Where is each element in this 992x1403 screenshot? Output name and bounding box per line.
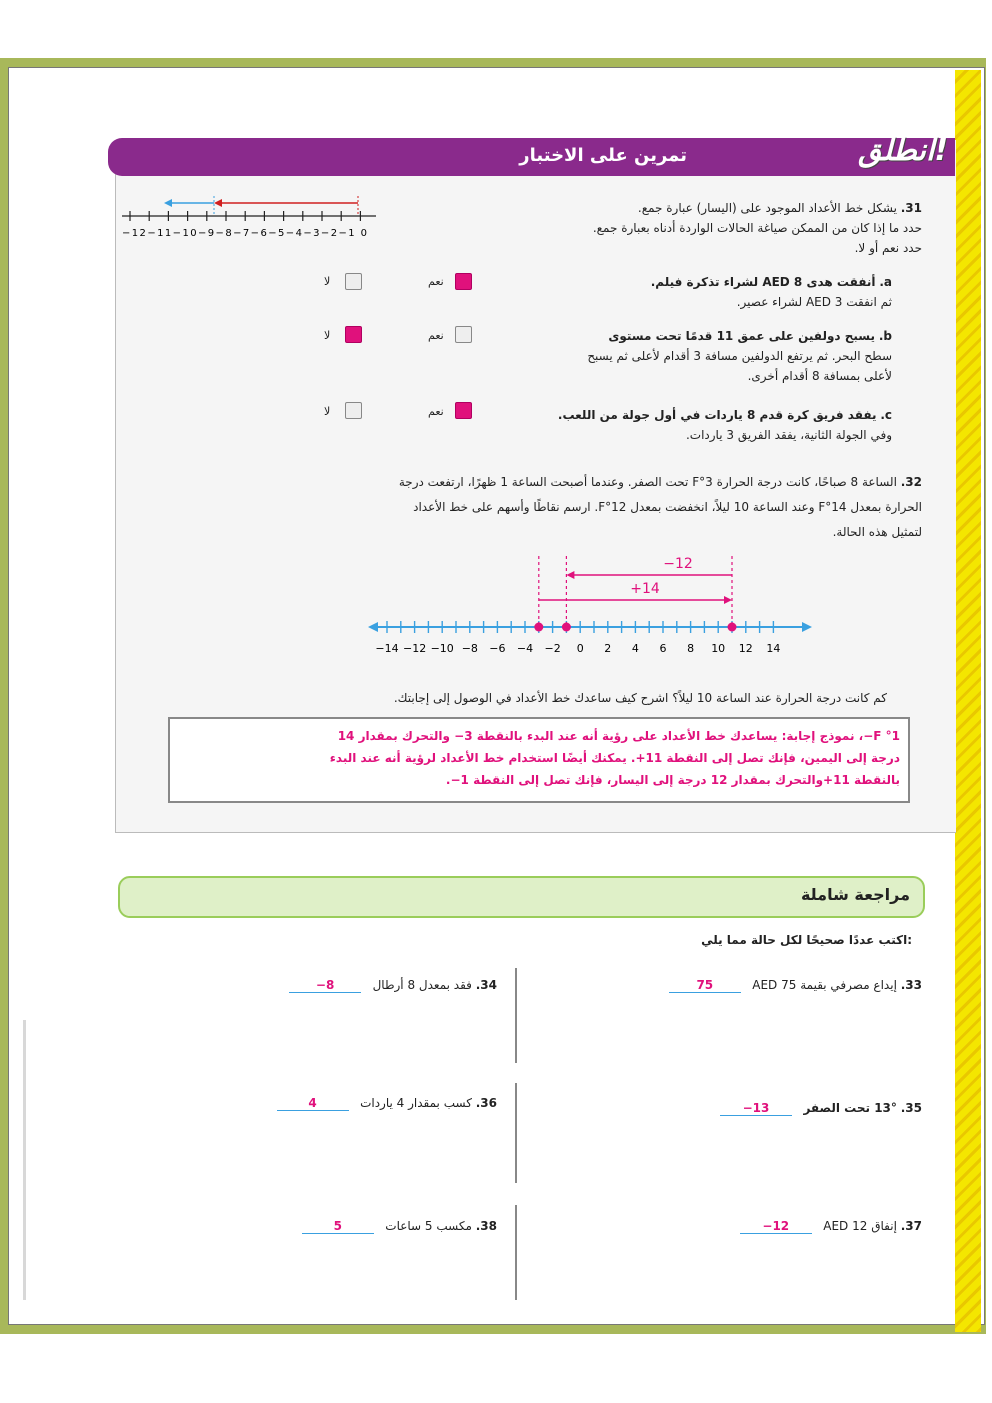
q32-answer-text <box>184 725 900 791</box>
item-35-text: 13° تحت الصفر <box>803 1101 897 1115</box>
q32-tick-label: 2 <box>604 642 612 655</box>
q31-a-yes-label: نعم <box>428 275 444 288</box>
q31-part-c-title: يفقد فريق كرة قدم 8 ياردات في أول جولة من اللعب. <box>557 408 877 422</box>
review-item-36 <box>277 1096 497 1111</box>
q32-text <box>242 470 922 545</box>
q31-intro-line1: يشكل خط الأعداد الموجود على (اليسار) عبارة جمع. <box>637 201 897 215</box>
q32-line2: الحرارة بمعدل 14°F وعند الساعة 10 ليلاً، انخفضت بمعدل 12°F. ارسم نقاطًا وأسهم على خط الأعداد <box>413 500 922 514</box>
q31-b-no-label: لا <box>324 329 331 342</box>
q31-b-yes-label: نعم <box>428 329 444 342</box>
item-33-text: إيداع مصرفي بقيمة AED 75 <box>752 978 897 992</box>
review-item-34 <box>289 978 497 993</box>
item-38-answer[interactable]: 5 <box>302 1219 374 1234</box>
q32-tick-label: −12 <box>402 642 427 655</box>
header-title: تمرين على الاختبار <box>519 145 687 166</box>
q31-c-yes-checkbox[interactable] <box>455 402 472 419</box>
item-37-answer[interactable]: −12 <box>740 1219 812 1234</box>
q31-a-no-checkbox[interactable] <box>345 273 362 290</box>
yellow-strip <box>955 70 981 1332</box>
q31-number-line <box>118 188 380 250</box>
column-divider-3 <box>515 1205 517 1300</box>
q31-part-a-letter: a. <box>879 275 892 289</box>
q31-a-no-label: لا <box>324 275 331 288</box>
q31-number: 31. <box>900 201 922 215</box>
q31-part-b-sub1: سطح البحر. ثم يرتفع الدولفين مسافة 3 أقدام لأعلى ثم يسبح <box>587 349 892 363</box>
q32-point <box>728 623 737 632</box>
q32-arrow-bottom-label: +14 <box>630 581 660 597</box>
header-logo: انطلق! <box>858 133 948 168</box>
q31-part-c-letter: c. <box>880 408 892 422</box>
side-copyright-strip <box>18 1020 32 1300</box>
q31-part-b <box>502 326 892 386</box>
review-item-38 <box>302 1219 497 1234</box>
q31-intro <box>482 198 922 258</box>
q32-line3: لتمثيل هذه الحالة. <box>832 525 922 539</box>
q32-tick-label: 14 <box>766 642 781 655</box>
q31-part-c <box>472 405 892 445</box>
q32-answer-line1: F °1−، نموذج إجابة: يساعدك خط الأعداد على رؤية أنه عند البدء بالنقطة 3− والتحرك بمقدار 14 <box>337 729 900 743</box>
item-35-number: 35. <box>900 1101 922 1115</box>
item-37-text: إنفاق AED 12 <box>823 1219 897 1233</box>
q32-tick-label: 8 <box>687 642 695 655</box>
q32-tick-label: 12 <box>738 642 753 655</box>
q31-intro-line2: حدد ما إذا كان من الممكن صياغة الحالات الواردة أدناه بعبارة جمع. <box>592 221 922 235</box>
q32-tick-label: 6 <box>659 642 667 655</box>
q32-question: كم كانت درجة الحرارة عند الساعة 10 ليلاً؟ اشرح كيف ساعدك خط الأعداد في الوصول إلى إجابتك. <box>393 691 887 705</box>
q32-arrowhead-plus14 <box>724 596 732 604</box>
q31-part-b-letter: b. <box>878 329 892 343</box>
q31-part-a-title: أنفقت هدى AED 8 لشراء تذكرة فيلم. <box>650 275 876 289</box>
q32-tick-label: −4 <box>516 642 534 655</box>
q32-line1: الساعة 8 صباحًا، كانت درجة الحرارة 3°F تحت الصفر. وعندما أصبحت الساعة 1 ظهرًا، ارتفعت درجة <box>398 475 897 489</box>
item-34-number: 34. <box>475 978 497 992</box>
q31-b-no-checkbox[interactable] <box>345 326 362 343</box>
q32-tick-label: −8 <box>461 642 478 655</box>
review-item-35 <box>720 1101 922 1116</box>
q32-arrowhead-minus12 <box>566 571 574 579</box>
q32-tick-label: 4 <box>631 642 639 655</box>
q31-part-a <box>502 272 892 312</box>
item-36-number: 36. <box>475 1096 497 1110</box>
q32-tick-label: −14 <box>375 642 399 655</box>
q31-intro-line3: حدد نعم أو لا. <box>854 241 922 255</box>
item-36-answer[interactable]: 4 <box>277 1096 349 1111</box>
q32-number: 32. <box>900 475 922 489</box>
q31-part-b-sub2: لأعلى بمسافة 8 أقدام أخرى. <box>747 369 892 383</box>
review-item-33 <box>669 978 922 993</box>
q32-answer-line3: بالنقطة 11+والتحرك بمقدار 12 درجة إلى اليسار، فإنك تصل إلى النقطة 1−. <box>445 773 900 787</box>
review-item-37 <box>740 1219 922 1234</box>
q32-arrow-top-label: −12 <box>663 556 693 572</box>
q31-b-yes-checkbox[interactable] <box>455 326 472 343</box>
item-33-number: 33. <box>900 978 922 992</box>
q31-c-yes-label: نعم <box>428 405 444 418</box>
q31-tick-labels: −12−11−10−9−8−7−6−5−4−3−2−1 0 <box>122 228 367 239</box>
q31-part-a-sub1: ثم انفقت AED 3 لشراء عصير. <box>736 295 892 309</box>
q31-c-no-checkbox[interactable] <box>345 402 362 419</box>
q32-tick-label: −10 <box>430 642 454 655</box>
q31-c-no-label: لا <box>324 405 331 418</box>
item-34-answer[interactable]: −8 <box>289 978 361 993</box>
q32-number-line <box>360 548 820 660</box>
q32-tick-label: −6 <box>489 642 506 655</box>
q32-point <box>562 623 571 632</box>
q32-answer-box <box>168 717 910 803</box>
q32-tick-label: 0 <box>576 642 584 655</box>
item-37-number: 37. <box>900 1219 922 1233</box>
item-38-number: 38. <box>475 1219 497 1233</box>
q32-tick-label: 10 <box>711 642 726 655</box>
q31-part-c-sub1: وفي الجولة الثانية، يفقد الفريق 3 ياردات. <box>685 428 892 442</box>
q32-answer-line2: درجة إلى اليمين، فإنك تصل إلى النقطة 11+. يمكنك أيضًا استخدام خط الأعداد لرؤية أنه عند البدء <box>329 751 900 765</box>
item-35-answer[interactable]: −13 <box>720 1101 792 1116</box>
item-36-text: كسب بمقدار 4 ياردات <box>360 1096 472 1110</box>
column-divider-1 <box>515 968 517 1063</box>
item-33-answer[interactable]: 75 <box>669 978 741 993</box>
q32-tick-label: −2 <box>544 642 561 655</box>
q31-a-yes-checkbox[interactable] <box>455 273 472 290</box>
item-34-text: فقد بمعدل 8 أرطال <box>372 978 472 992</box>
review-title: مراجعة شاملة <box>800 885 910 904</box>
q32-point <box>534 623 543 632</box>
q31-part-b-title: يسبح دولفين على عمق 11 قدمًا تحت مستوى <box>608 329 876 343</box>
column-divider-2 <box>515 1083 517 1183</box>
item-38-text: مكسب 5 ساعات <box>385 1219 472 1233</box>
review-instruction: اكتب عددًا صحيحًا لكل حالة مما يلي: <box>701 933 912 947</box>
